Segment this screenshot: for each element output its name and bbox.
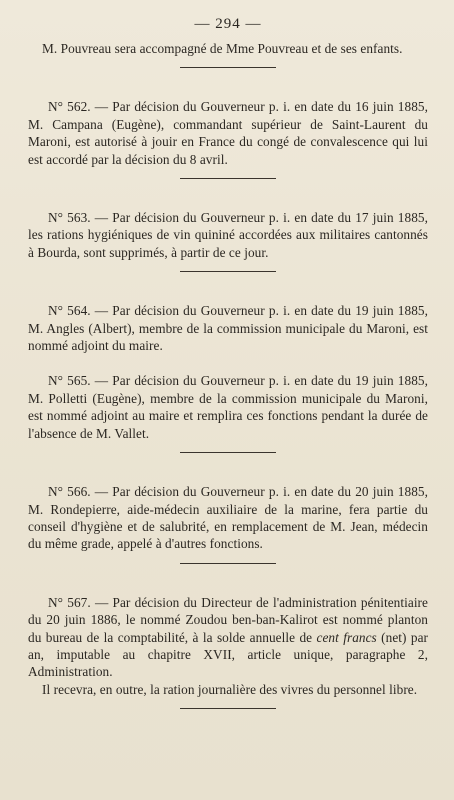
entry-562 <box>28 98 428 168</box>
entry-number: N° 567. <box>48 594 91 610</box>
intro-paragraph: M. Pouvreau sera accompagné de Mme Pouvreau et de ses enfants. <box>42 41 403 56</box>
entry-number: N° 563. <box>48 210 91 226</box>
entry-text: — Par décision du Gouverneur p. i. en date du 16 juin 1885, M. Campana (Eugène), commandant supérieur de Saint-Laurent du Maroni, est autorisé à jouir en France du congé de convalescence qui lui est accordé par la décision du 8 avril. <box>28 99 428 167</box>
entry-564 <box>28 302 428 354</box>
entry-paragraph <box>28 302 428 354</box>
entry-paragraph <box>28 483 428 553</box>
entry-565 <box>28 372 428 442</box>
entry-text: — Par décision du Gouverneur p. i. en date du 19 juin 1885, M. Angles (Albert), membre de la commission municipale du Maroni, est nommé adjoint du maire. <box>28 303 428 354</box>
entry-paragraph <box>28 209 428 261</box>
entry-number: N° 566. <box>48 484 91 500</box>
entry-number: N° 564. <box>48 303 91 319</box>
entry-text: — Par décision du Gouverneur p. i. en date du 20 juin 1885, M. Rondepierre, aide-médecin auxiliaire de la marine, fera partie du conseil d'hygiène et de salubrité, en remplacement de M. Jean, médecin du même grade, appelé à d'autres fonctions. <box>28 484 428 552</box>
separator-rule <box>180 708 276 709</box>
entry-text: — Par décision du Gouverneur p. i. en date du 19 juin 1885, M. Polletti (Eugène), membre de la commission municipale du Maroni, est nommé adjoint au maire et remplira ces fonctions pendant la durée de l'absence de M. Vallet. <box>28 373 428 441</box>
entry-567 <box>28 594 428 698</box>
entry-paragraph <box>28 98 428 168</box>
entry-paragraph <box>28 372 428 442</box>
entry-text: — Par décision du Directeur de l'administration pénitentiaire du 20 juin 1886, le nommé Zoudou ben-ban-Kalirot est nommé planton du bureau de la comptabilité, à la solde annuelle de <box>28 594 428 645</box>
page-number: — 294 — <box>194 16 262 32</box>
entry-paragraph <box>28 594 428 681</box>
entry-text: — Par décision du Gouverneur p. i. en date du 17 juin 1885, les rations hygiéniques de vin quininé accordées aux militaires cantonnés à Bourda, sont supprimés, à partir de ce jour. <box>28 210 428 260</box>
entry-566 <box>28 483 428 553</box>
entry-563 <box>28 209 428 261</box>
entry-number: N° 562. <box>48 99 91 115</box>
entry-number: N° 565. <box>48 373 91 389</box>
entry-text: (net) par an, imputable au chapitre XVII, article unique, paragraphe 2, Administration. <box>28 629 429 680</box>
entry-italic-amount: cent francs <box>316 629 377 645</box>
entry-continuation: Il recevra, en outre, la ration journalière des vivres du personnel libre. <box>42 681 418 697</box>
